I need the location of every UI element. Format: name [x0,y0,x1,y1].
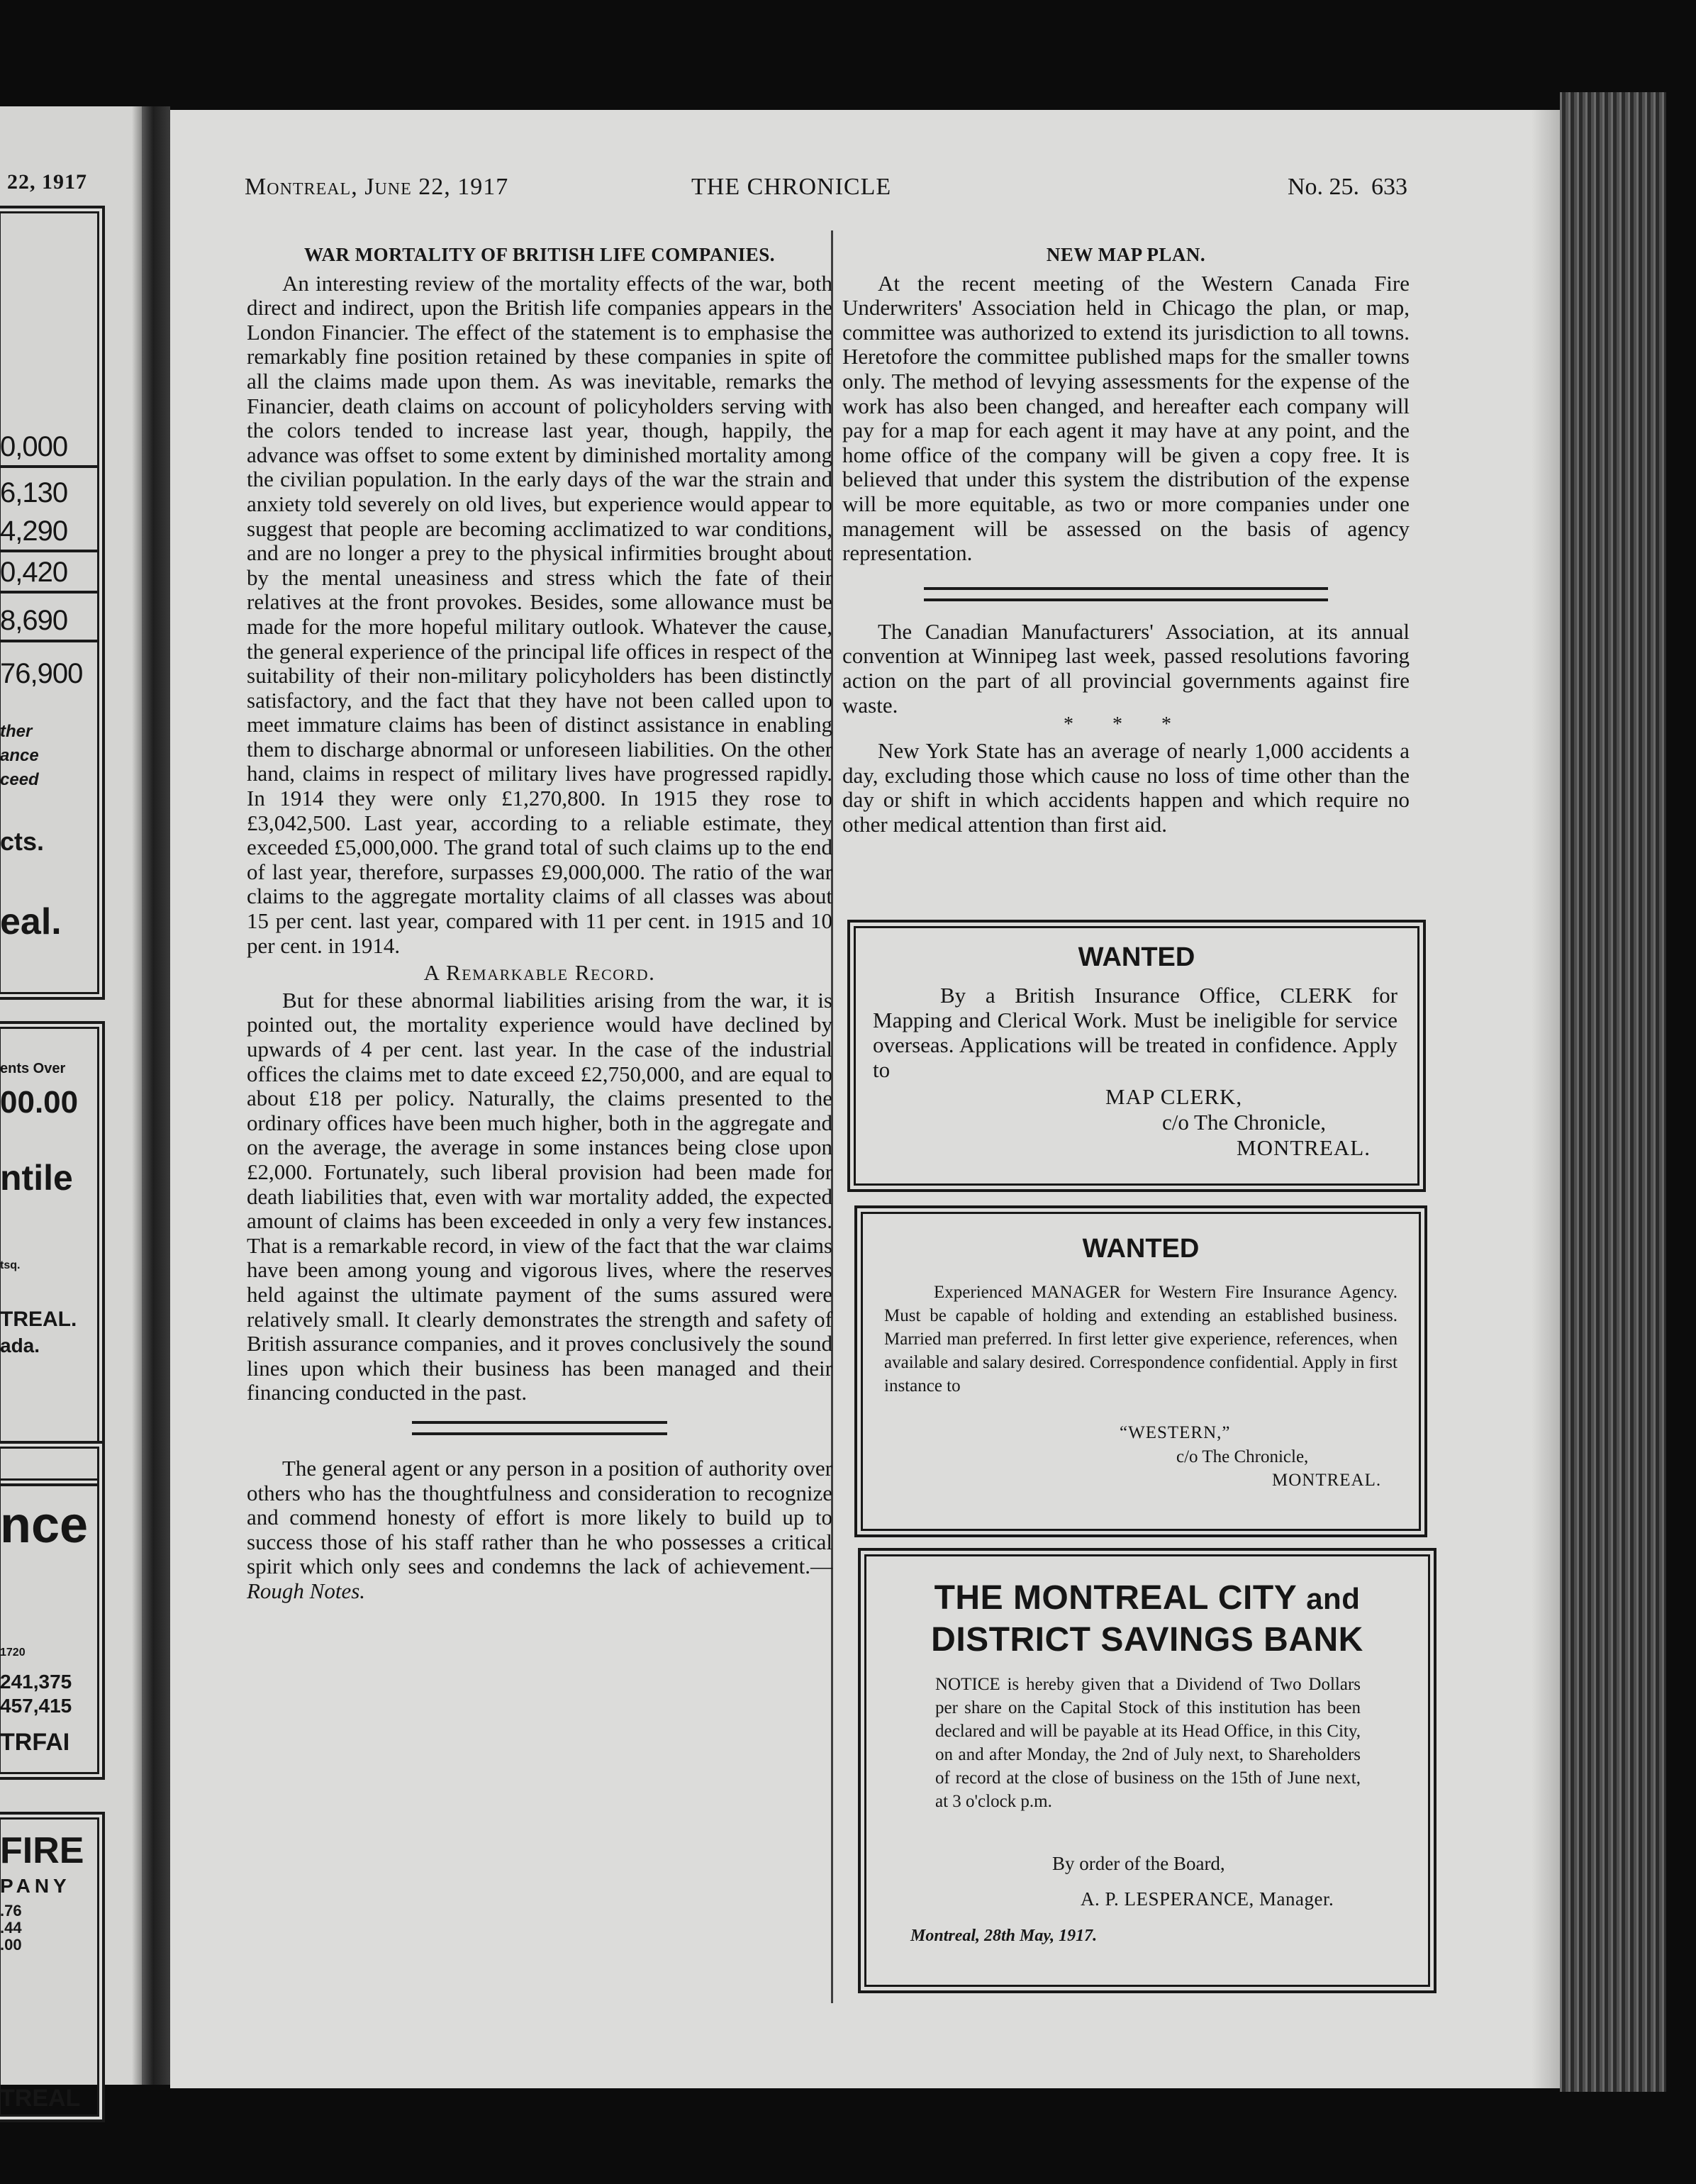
facing-page-header: 22, 1917 [7,170,87,194]
facing-page-number: 8,690 [0,605,68,636]
bank-signature: A. P. LESPERANCE, Manager. [1081,1888,1334,1910]
facing-page-number: 76,900 [0,658,83,689]
running-head-issue [1288,174,1407,201]
ad-city: MONTREAL. [1237,1135,1371,1160]
article-source: Rough Notes. [247,1578,366,1603]
facing-page-rule [0,640,98,642]
facing-page-fragment: .44 [0,1919,22,1937]
facing-page [0,106,142,2112]
separator-stars: * * * [1064,713,1188,736]
facing-page-number: 0,000 [0,431,68,462]
wanted-ad-clerk [847,920,1426,1192]
running-head-place-date: Montreal, June 22, 1917 [245,174,509,200]
facing-page-fragment: tsq. [0,1259,21,1271]
bank-order: By order of the Board, [1052,1853,1225,1874]
ad-title: WANTED [1082,1234,1200,1264]
bank-title-and: and [1306,1582,1361,1615]
ad-addressee: MAP CLERK, [1105,1084,1243,1109]
facing-page-fragment: ceed [0,770,39,789]
page-number: 633 [1371,174,1407,200]
page-shadow [1532,110,1560,2088]
facing-page-rule [0,550,98,552]
facing-page-fragment: nce [0,1497,89,1554]
section-divider [924,587,1328,601]
ad-body: Experienced MANAGER for Western Fire Insurance Agency. Must be capable of holding and extending an established business. Married man preferred. In first letter give experience, references, when available and salary desired. Correspondence confidential. Apply in first instance to [884,1283,1397,1395]
facing-page-fragment: cts. [0,827,45,856]
book-gutter [142,106,170,2085]
bank-title [861,1578,1434,1661]
article-subheading: A Remarkable Record. [423,960,656,986]
article-paragraph [247,1456,832,1604]
article-paragraph: New York State has an average of nearly 1,000 accidents a day, excluding those which cause no loss of time other than the day or shift in which accidents happen and which require no other medical attention than first aid. [842,738,1410,837]
right-column [842,243,1410,837]
ad-addressee: “WESTERN,” [1120,1423,1231,1442]
facing-page-fragment: ntile [0,1158,73,1198]
facing-page-box [0,206,105,1000]
facing-page-fragment: TREAL. [0,1308,77,1331]
ad-care-of: c/o The Chronicle, [1176,1447,1309,1466]
facing-page-fragment: TREAL [0,2085,81,2112]
facing-page-number: 0,420 [0,557,68,588]
facing-page-fragment: ents Over [0,1061,66,1076]
facing-page-fragment: 1720 [0,1647,26,1659]
facing-page-rule [0,591,98,594]
ad-title: WANTED [1078,942,1195,972]
ad-care-of: c/o The Chronicle, [1162,1110,1327,1135]
article-text: The general agent or any person in a position of authority over others who has the thoughtfulness and consideration to recognize and commend honesty of effort is more likely to build up to success those of his staff rather than he who possesses a critical spirit which only sees and condemns the lack of achievement.— [247,1455,832,1579]
bank-title-line1 [861,1578,1434,1620]
bank-title-line2: DISTRICT SAVINGS BANK [931,1621,1363,1659]
facing-page-fragment: eal. [0,901,62,942]
facing-page-fragment: .76 [0,1902,22,1920]
bank-dateline: Montreal, 28th May, 1917. [910,1927,1098,1945]
savings-bank-notice [858,1548,1436,1993]
facing-page-fragment: 00.00 [0,1085,79,1120]
running-head-title: THE CHRONICLE [691,174,892,200]
bank-title-text: THE MONTREAL CITY [934,1579,1297,1617]
running-head [245,174,1407,209]
left-column [247,243,832,1603]
ad-body: By a British Insurance Office, CLERK for Mapping and Clerical Work. Must be ineligible for service overseas. Applications will be treated in confidence. Apply to [873,983,1397,1082]
article-paragraph: At the recent meeting of the Western Canada Fire Underwriters' Association held in Chicago the plan, or map, committee was authorized to extend its jurisdiction to all towns. Heretofore the committee published maps for the smaller towns only. The method of levying assessments for the expense of the work has also been changed, and hereafter each company will pay for a map for each agent it may have at any point, and the home office of the company will be given a copy free. It is believed that under this system the distribution of the expense will be more equitable, as two or more companies under one management will be assessed on the basis of agency representation. [842,270,1410,566]
facing-page-number: 6,130 [0,477,68,508]
section-divider [412,1421,667,1435]
ad-city: MONTREAL. [1272,1471,1382,1490]
facing-page-fragment: .00 [0,1936,22,1954]
issue-number: No. 25. [1287,174,1359,200]
facing-page-rule [0,465,98,468]
article-paragraph: The Canadian Manufacturers' Association, at its annual convention at Winnipeg last week, passed resolutions favoring action on the part of all provincial governments against fire waste. [842,618,1410,718]
article-paragraph: But for these abnormal liabilities arising from the war, it is pointed out, the mortality experience would have declined by upwards of 4 per cent. last year. In the case of the industrial offices the claims met to date exceed £2,750,000, and are equal to about £18 per policy. Naturally, the claims presented to the ordinary offices have been much higher, both in the aggregate and on the average, the average in some instances being close upon £2,000. Fortunately, such liberal provision had been made for death liabilities that, even with war mortality added, the expected amount of claims has been exceeded in only a very few instances. That is a remarkable record, in view of the fact that the war claims have been among young and vigorous lives, where the reserves held against the ultimate payment of the sums assured were relatively small. It clearly demonstrates the strength and safety of British assurance companies, and it proves conclusively the sound lines upon which their business has been managed and their financing conducted in the past. [247,987,832,1405]
facing-page-fragment: PANY [0,1875,71,1897]
bank-notice-body: NOTICE is hereby given that a Dividend of Two Dollars per share on the Capital Stock of this institution has been declared and will be payable at its Head Office, in this City, on and after Monday, the 2nd of July next, to Shareholders of record at the close of business on the 15th of June next, at 3 o'clock p.m. [935,1675,1361,1811]
facing-page-fragment: 457,415 [0,1695,72,1717]
facing-page-fragment: FIRE [0,1830,84,1871]
facing-page-fragment: TRFAI [0,1729,70,1756]
facing-page-fragment: ada. [0,1335,40,1356]
article-heading: NEW MAP PLAN. [1046,244,1206,265]
facing-page-number: 4,290 [0,516,68,547]
facing-page-fragment: ance [0,746,39,765]
facing-page-fragment: 241,375 [0,1671,72,1693]
facing-page-edge [132,106,142,2085]
facing-page-fragment: ther [0,722,33,741]
book-spine [1560,92,1666,2092]
wanted-ad-manager [854,1205,1427,1537]
article-paragraph: An interesting review of the mortality effects of the war, both direct and indirect, upon the British life companies appears in the London Financier. The effect of the statement is to emphasise the remarkably fine position retained by these companies in spite of all the claims made upon them. As was inevitable, remarks the Financier, death claims on account of policyholders serving with the colors tended to increase last year, though, happily, the advance was offset to some extent by diminished mortality among the civilian population. In the early days of the war the strain and anxiety told severely on old lives, but experience would appear to suggest that people are becoming acclimatized to war conditions, and are no longer a prey to the physical infirmities brought about by the mental uneasiness and stress which the fate of their relatives at the front provokes. Besides, some allowance must be made for the more hopeful military outlook. Whatever the cause, the general experience of the principal life offices in respect of the suitability of their non-military policyholders has been distinctly satisfactory, and the fact that they have not been called upon to meet immature claims has been of distinct assistance in enabling them to discharge abnormal or unforeseen liabilities. On the other hand, claims in respect of military lives have progressed rapidly. In 1914 they were only £1,270,800. In 1915 they rose to £3,042,500. Last year, according to a reliable estimate, they exceeded £5,000,000. The grand total of such claims up to the end of last year, therefore, surpasses £9,000,000. The ratio of the war claims to the aggregate mortality claims of all classes was about 15 per cent. last year, compared with 11 per cent. in 1915 and 10 per cent. in 1914. [247,270,832,958]
article-heading: WAR MORTALITY OF BRITISH LIFE COMPANIES. [303,244,776,265]
